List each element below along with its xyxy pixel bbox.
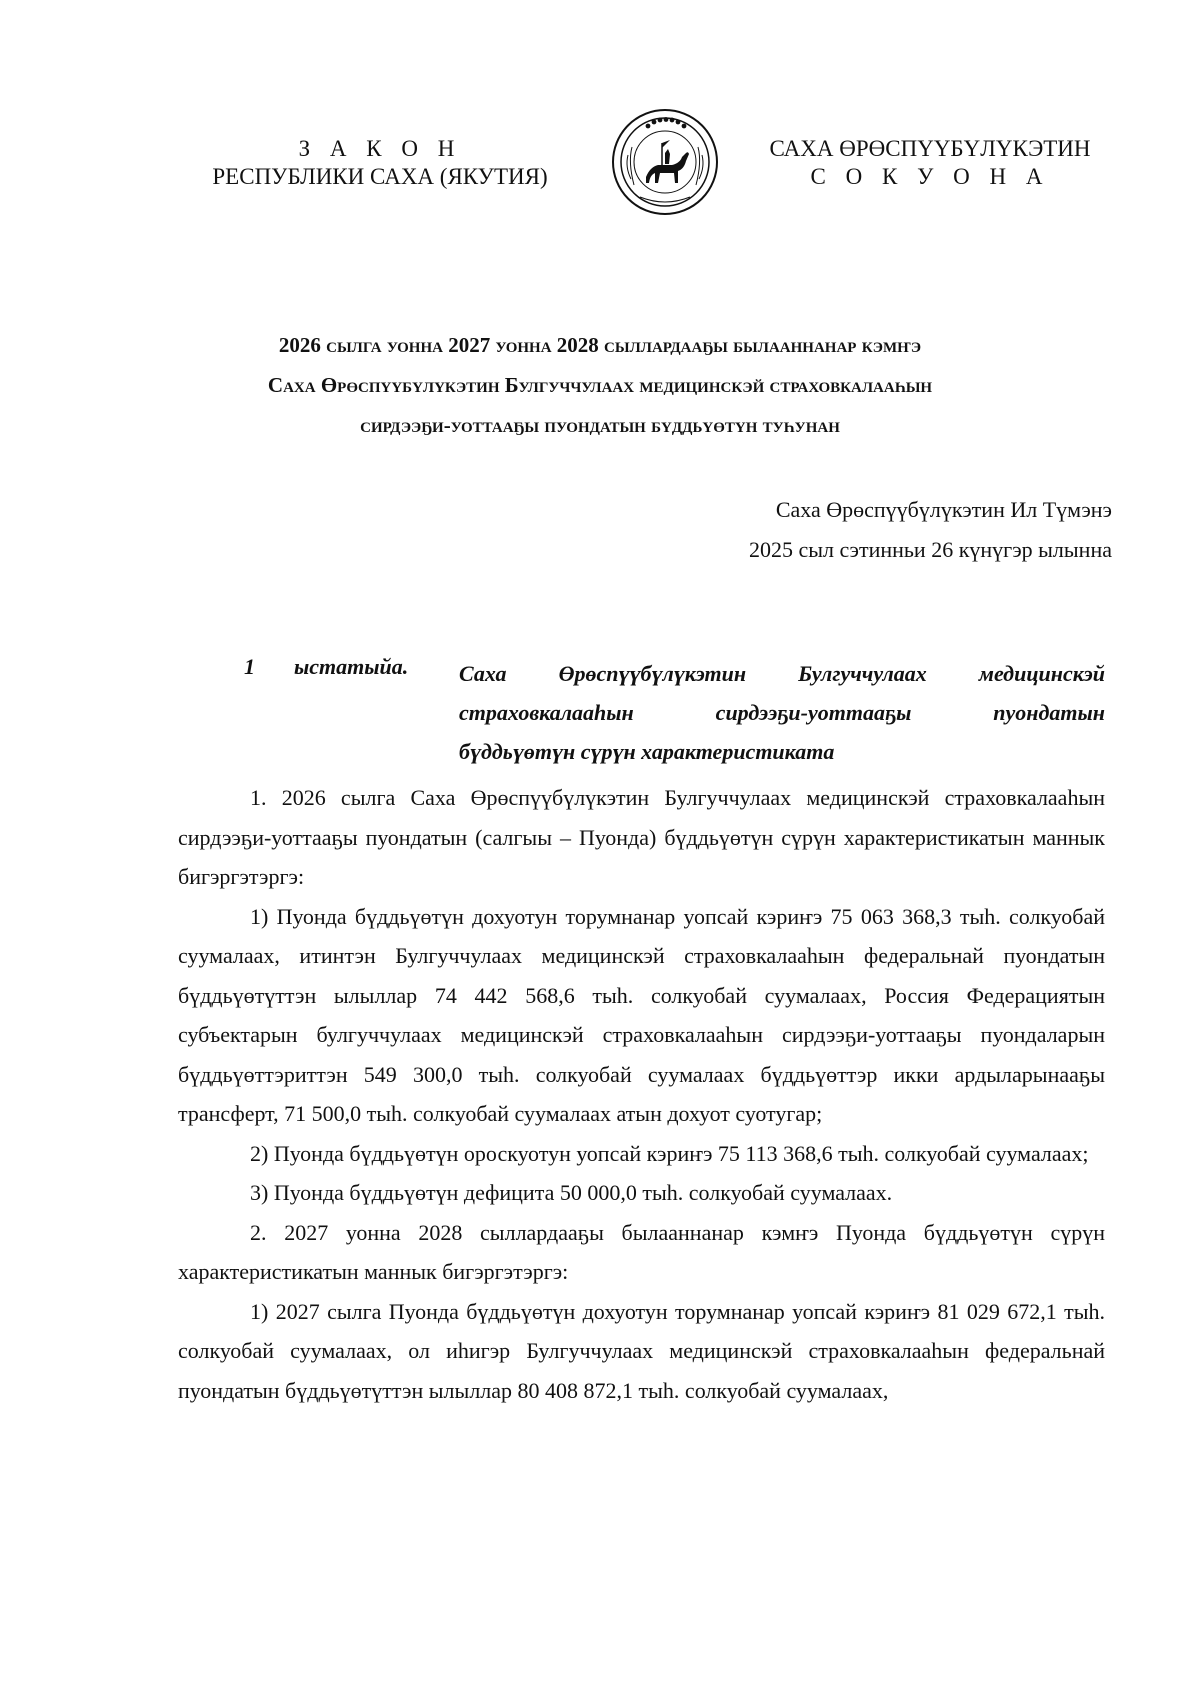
header-left [190,135,570,191]
article-body [178,778,1105,1410]
title-line-3: сирдээҕи-уоттааҕы пуондатын бүддьүөтүн туһунан [360,413,840,437]
paragraph: 3) Пуонда бүддьүөтүн дефицита 50 000,0 тыһ. солкуобай суумалаах. [250,1180,893,1205]
paragraph: 1) Пуонда бүддьүөтүн дохуотун торумнанар уопсай кэриҥэ 75 063 368,3 тыһ. солкуобай суумалаах, итинтэн Булгуччулаах медицинскэй страховкалааһын федеральнай пуондатын бүддьүөтүттэн ылыллар 74 442 568,6 тыһ. солкуобай суумалаах, Россия Федерациятын субъектарын булгуччулаах медицинскэй страховкалааһын сирдээҕи-уоттааҕы пуондаларын бүддьүөттэриттэн 549 300,0 тыһ. солкуобай суумалаах бүддьүөттэр икки ардыларынааҕы трансферт, 71 500,0 тыһ. солкуобай суумалаах атын дохуот суотугар; [178,903,1105,1126]
article-title [459,654,1105,771]
header-right-line2: С О К У О Н А [810,164,1050,189]
paragraph: 2) Пуонда бүддьүөтүн ороскуотун уопсай кэриҥэ 75 113 368,6 тыһ. солкуобай суумалаах; [250,1140,1089,1166]
paragraph: 2. 2027 уонна 2028 сыллардааҕы былааннанар кэмҥэ Пуонда бүддьүөтүн сүрүн характеристикатын маннык бигэргэтэргэ: [178,1219,1105,1284]
adoption-note [749,490,1112,570]
adoption-date: 2025 сыл сэтинньи 26 күнүгэр ылынна [748,537,1112,562]
coat-of-arms-emblem-icon [610,107,720,217]
paragraph: 1. 2026 сылга Саха Өрөспүүбүлүкэтин Булгуччулаах медицинскэй страховкалааһын сирдээҕи-уоттааҕы пуондатын (салгыы – Пуонда) бүддьүөтүн сүрүн характеристикатын маннык бигэргэтэргэ: [178,785,1105,889]
title-line-1: 2026 сылга уонна 2027 уонна 2028 сыллардааҕы былааннанар кэмҥэ [278,333,922,357]
header-right-line1: САХА ӨРӨСПҮҮБҮЛҮКЭТИН [769,136,1091,161]
article-title-line-2: страховкалааһын сирдээҕи-уоттааҕы пуондатын [459,700,1105,725]
article-number: 1 [244,654,255,679]
header-right [740,135,1120,191]
title-line-2: Саха Өрөспүүбүлүкэтин Булгуччулаах медицинскэй страховкалааһын [267,373,933,397]
header-left-line1: З А К О Н [298,136,462,161]
article-title-line-3: бүддьүөтүн сүрүн характеристиката [459,739,835,764]
adoption-body: Саха Өрөспүүбүлүкэтин Ил Түмэнэ [775,497,1112,522]
article-title-line-1: Саха Өрөспүүбүлүкэтин Булгуччулаах медицинскэй [459,661,1105,686]
paragraph: 1) 2027 сылга Пуонда бүддьүөтүн дохуотун торумнанар уопсай кэриҥэ 81 029 672,1 тыһ. солкуобай суумалаах, ол иһигэр Булгуччулаах медицинскэй страховкалааһын федеральнай пуондатын бүддьүөтүттэн ылыллар 80 408 872,1 тыһ. солкуобай суумалаах, [178,1298,1105,1403]
article-label: ыстатыйа. [294,654,409,679]
document-title [180,325,1020,445]
header-left-line2: РЕСПУБЛИКИ САХА (ЯКУТИЯ) [212,164,548,189]
